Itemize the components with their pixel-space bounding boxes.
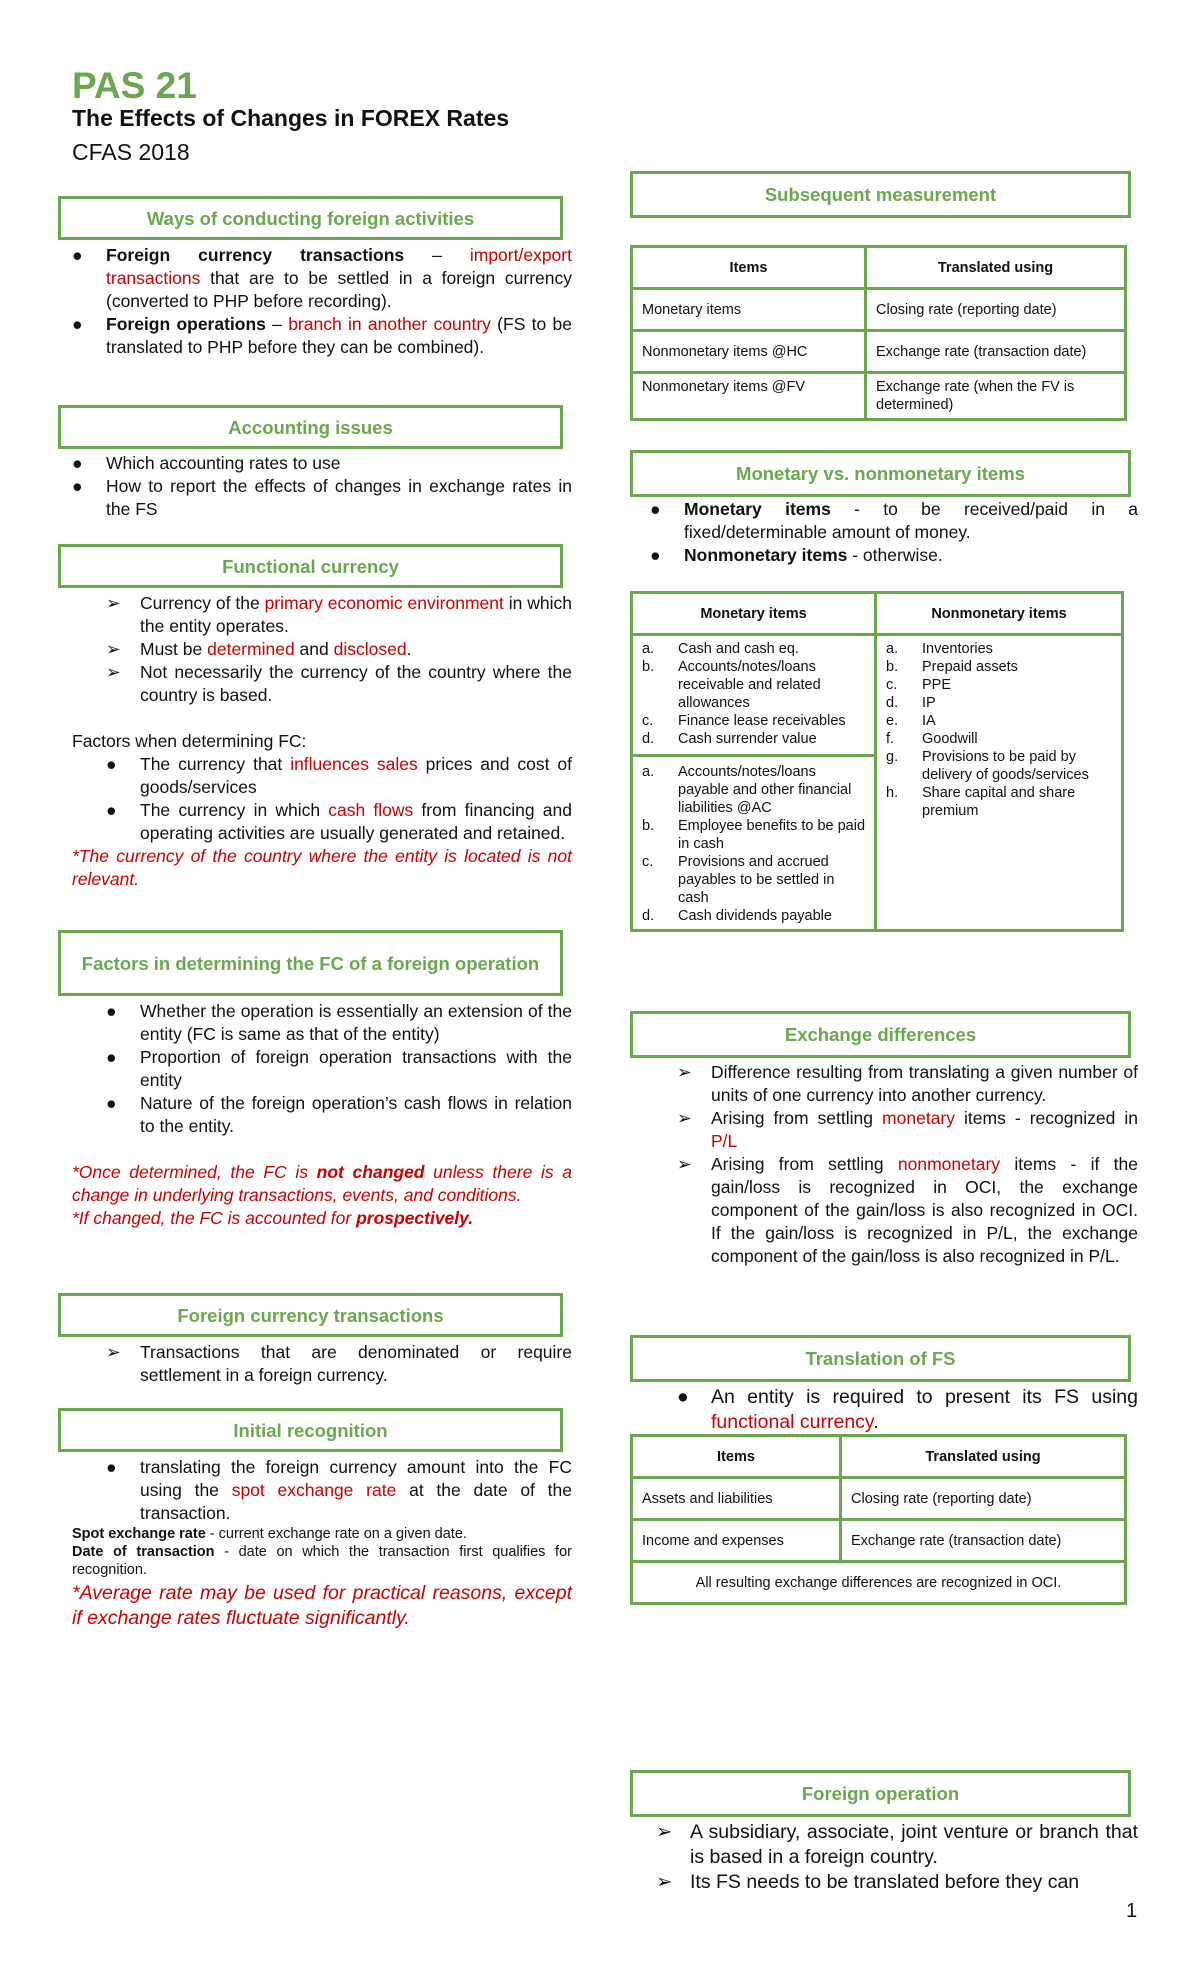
list-text: Finance lease receivables [678,713,846,729]
monetary-table [630,591,1124,932]
heading-foreign-operation: Foreign operation [630,1770,1131,1817]
highlight: primary economic environment [264,593,504,613]
list-text: Cash and cash eq. [678,641,799,657]
list-text: Cash surrender value [678,731,817,747]
list-letter: a. [886,641,899,657]
list-item [886,712,1112,730]
functional-note: *The currency of the country where the entity is located is not relevant. [72,846,572,889]
list-item: ● translating the foreign currency amount into the FC using the spot exchange rate at the date of the transaction. [106,1457,573,1523]
list-item [642,730,865,748]
column-header: Translated using [841,1436,1126,1478]
foreign-operation-section [656,1820,1138,1895]
column-header: Monetary items [632,593,876,635]
table-cell: Nonmonetary items @HC [632,331,866,373]
initial-section [72,1456,572,1631]
highlight: cash flows [328,800,414,820]
heading-initial-recognition: Initial recognition [58,1408,563,1452]
factors-note-1 [72,1161,572,1207]
text: prices and cost of goods/services [140,754,572,797]
heading-exchange-differences: Exchange differences [630,1011,1131,1058]
list-item [886,748,1112,784]
list-letter: d. [642,908,655,924]
table-header-row [632,1436,1126,1478]
page-number: 1 [1126,1900,1138,1922]
term: Monetary items [684,499,831,519]
list-text: Accounts/notes/loans receivable and related allowances [678,659,821,711]
list-text: Provisions and accrued payables to be settled in cash [678,854,835,906]
nonmonetary-cell [876,635,1123,931]
list-text: Share capital and share premium [922,785,1076,819]
text: Difference resulting from translating a given number of units of one currency into another currency. [711,1062,1138,1105]
list-letter: d. [886,695,899,711]
table-row [632,289,1126,331]
list-text: Prepaid assets [922,659,1018,675]
list-text: Accounts/notes/loans payable and other financial liabilities @AC [678,764,852,816]
list-item: ● Which accounting rates to use [72,453,341,473]
list-letter: b. [642,659,655,675]
list-item: ● Nature of the foreign operation’s cash flows in relation to the entity. [106,1093,572,1136]
list-item: ➢ A subsidiary, associate, joint venture or branch that is based in a foreign country. [656,1821,1138,1868]
table-cell: Exchange rate (transaction date) [866,331,1126,373]
highlight: branch in another country [288,314,491,334]
table-header-row [632,593,1123,635]
highlight: influences sales [290,754,418,774]
list-item: ● Whether the operation is essentially an extension of the entity (FC is same as that of the entity) [106,1001,572,1044]
monetary-definitions [650,498,1138,567]
text: Which accounting rates to use [106,453,341,473]
text: A subsidiary, associate, joint venture or branch that is based in a foreign country. [690,1821,1138,1868]
list-item: ● Foreign operations – branch in another country (FS to be translated to PHP before they can be combined). [72,314,572,357]
list-letter: c. [886,677,898,693]
ways-list [72,244,572,359]
text: - to be received/paid in a fixed/determinable amount of money. [684,499,1139,542]
text: unless there is a change in underlying transactions, events, and conditions. [72,1162,572,1205]
list-item [642,712,865,730]
text: Transactions that are denominated or require settlement in a foreign currency. [140,1342,572,1385]
column-header: Translated using [866,247,1126,289]
text: Arising from settling [711,1154,898,1174]
term: Foreign operations [106,314,266,334]
table-cell: Nonmonetary items @FV [632,373,866,420]
highlight: spot exchange rate [231,1480,397,1500]
list-item [886,658,1112,676]
definition-spot-rate [72,1525,572,1543]
list-letter: b. [642,818,655,834]
highlight: disclosed [333,639,407,659]
table-cell: Exchange rate (transaction date) [841,1520,1126,1562]
text: items - if the gain/loss is recognized in OCI, the exchange component of the gain/loss is also recognized in OCI. If the gain/loss is recognized in P/L, the exchange component of the gain/loss is also recognized in P/L. [711,1154,1138,1266]
table-cell: Closing rate (reporting date) [866,289,1126,331]
list-text: Goodwill [922,731,978,747]
text: The currency in which [140,800,329,820]
text: Nature of the foreign operation’s cash flows in relation to the entity. [140,1093,572,1136]
term: Foreign currency transactions [106,245,405,265]
heading-foreign-currency-transactions: Foreign currency transactions [58,1293,563,1337]
text: Not necessarily the currency of the country where the country is based. [140,662,572,705]
factors-label: Factors when determining FC: [72,731,307,751]
list-item: ➢ Must be determined and disclosed. [106,639,412,659]
text: translating the foreign currency amount into the FC using the [140,1457,572,1500]
list-item: ● The currency that influences sales prices and cost of goods/services [106,754,572,797]
list-item [886,694,1112,712]
list-text: Employee benefits to be paid in cash [678,818,866,852]
subsequent-table [630,245,1127,421]
table-cell: Exchange rate (when the FV is determined) [866,373,1126,420]
table-cell: Closing rate (reporting date) [841,1478,1126,1520]
definition-date-of-transaction [72,1543,572,1579]
table-row [632,1562,1126,1604]
translation-intro [677,1385,1138,1435]
table-row [632,373,1126,420]
text: Proportion of foreign operation transactions with the entity [140,1047,572,1090]
list-item: ● Nonmonetary items - otherwise. [650,545,943,565]
functional-section [72,592,572,891]
list-text: IA [922,713,936,729]
table-row [632,635,1123,756]
list-item [642,817,865,853]
text: *If changed, the FC is accounted for [72,1208,357,1228]
heading-monetary-vs-nonmonetary: Monetary vs. nonmonetary items [630,450,1131,497]
factors-note-2 [72,1207,572,1230]
table-row [632,1478,1126,1520]
list-letter: d. [642,731,655,747]
list-letter: h. [886,785,899,801]
column-header: Items [632,247,866,289]
text: in which the entity operates. [140,593,573,636]
table-cell: Monetary items [632,289,866,331]
text: Its FS needs to be translated before they can [690,1871,1080,1893]
highlight: nonmonetary [897,1154,1001,1174]
heading-subsequent-measurement: Subsequent measurement [630,171,1131,218]
heading-factors-foreign-operation: Factors in determining the FC of a foreign operation [58,930,563,996]
text: Must be [140,639,208,659]
list-letter: a. [642,641,655,657]
text: items - recognized in [955,1108,1138,1128]
list-item [886,730,1112,748]
table-cell: Assets and liabilities [632,1478,841,1520]
list-text: Inventories [922,641,993,657]
document-subtitle: The Effects of Changes in FOREX Rates [72,105,510,131]
table-header-row [632,247,1126,289]
factors-foreign-section [72,1000,572,1230]
table-row [632,1520,1126,1562]
exchange-section [677,1061,1138,1268]
text: - current exchange rate on a given date. [205,1526,467,1542]
list-letter: b. [886,659,899,675]
list-item: ● Monetary items - to be received/paid in a fixed/determinable amount of money. [650,499,1139,542]
text: An entity is required to present its FS using [711,1386,1138,1408]
list-item [642,658,865,712]
bold-text: not changed [316,1162,425,1182]
fct-section [72,1341,572,1387]
list-item [642,907,865,925]
initial-note: *Average rate may be used for practical reasons, except if exchange rates fluctuate significantly. [72,1582,572,1629]
text: from financing and operating activities are usually generated and retained. [140,800,572,843]
text: . [873,1411,879,1433]
heading-accounting-issues: Accounting issues [58,405,563,449]
list-item: ● How to report the effects of changes in exchange rates in the FS [72,476,572,519]
list-item [642,853,865,907]
list-letter: e. [886,713,899,729]
monetary-liabilities-cell [632,756,876,931]
list-item: ● Foreign currency transactions – import/export transactions that are to be settled in a foreign currency (converted to PHP before recording). [72,245,572,311]
list-letter: a. [642,764,655,780]
text: (FS to be translated to PHP before they can be combined). [106,314,572,357]
list-letter: g. [886,749,899,765]
table-cell: Income and expenses [632,1520,841,1562]
accounting-list [72,452,572,521]
dash: – [404,245,470,265]
list-item: ● The currency in which cash flows from financing and operating activities are usually generated and retained. [106,800,572,843]
list-letter: c. [642,713,654,729]
term: Spot exchange rate [72,1526,206,1542]
term: Nonmonetary items [684,545,848,565]
list-item: ● An entity is required to present its FS using functional currency. [677,1386,1138,1433]
heading-functional-currency: Functional currency [58,544,563,588]
table-footer-cell: All resulting exchange differences are recognized in OCI. [632,1562,1126,1604]
list-item [886,640,1112,658]
highlight: P/L [711,1131,738,1151]
highlight: determined [207,639,295,659]
column-header: Items [632,1436,841,1478]
monetary-assets-cell [632,635,876,756]
list-letter: c. [642,854,654,870]
dash: – [265,314,289,334]
text: Currency of the [140,593,265,613]
course-label: CFAS 2018 [72,139,190,165]
text: *Once determined, the FC is [72,1162,317,1182]
list-item: ➢ Difference resulting from translating a given number of units of one currency into another currency. [677,1062,1138,1105]
text: Arising from settling [711,1108,883,1128]
highlight: functional currency [711,1411,874,1433]
translation-table [630,1434,1127,1605]
list-text: PPE [922,677,952,693]
list-item: ➢ Arising from settling nonmonetary items - if the gain/loss is recognized in OCI, the exchange component of the gain/loss is also recognized in OCI. If the gain/loss is recognized in P/L, the exchange component of the gain/loss is also recognized in P/L. [677,1154,1138,1266]
text: at the date of the transaction. [140,1480,573,1523]
highlight: import/export transactions [106,245,572,288]
list-item: ➢ Currency of the primary economic environment in which the entity operates. [106,593,573,636]
term: Date of transaction [72,1544,215,1560]
text: and [294,639,334,659]
text: that are to be settled in a foreign currency (converted to PHP before recording). [106,268,572,311]
list-item: ➢ Arising from settling monetary items - recognized in P/L [677,1108,1138,1151]
list-text: IP [922,695,936,711]
list-letter: f. [886,731,895,747]
text: The currency that [140,754,291,774]
list-item [886,784,1112,820]
text: - date on which the transaction first qualifies for recognition. [72,1544,572,1578]
text: How to report the effects of changes in exchange rates in the FS [106,476,572,519]
list-item: ➢ Not necessarily the currency of the country where the country is based. [106,662,572,705]
list-text: Cash dividends payable [678,908,832,924]
list-text: Provisions to be paid by delivery of goods/services [922,749,1089,783]
list-item: ➢ Its FS needs to be translated before they can [656,1871,1080,1893]
list-item [642,763,865,817]
highlight: monetary [882,1108,955,1128]
column-header: Nonmonetary items [876,593,1123,635]
document-title: PAS 21 [72,65,197,106]
heading-translation-of-fs: Translation of FS [630,1335,1131,1382]
text: - otherwise. [847,545,943,565]
heading-ways: Ways of conducting foreign activities [58,196,563,240]
text: Whether the operation is essentially an extension of the entity (FC is same as that of the entity) [140,1001,572,1044]
list-item: ➢ Transactions that are denominated or require settlement in a foreign currency. [106,1342,572,1385]
table-row [632,331,1126,373]
bold-text: prospectively. [356,1208,474,1228]
text: . [406,639,412,659]
list-item [642,640,865,658]
list-item: ● Proportion of foreign operation transactions with the entity [106,1047,572,1090]
list-item [886,676,1112,694]
